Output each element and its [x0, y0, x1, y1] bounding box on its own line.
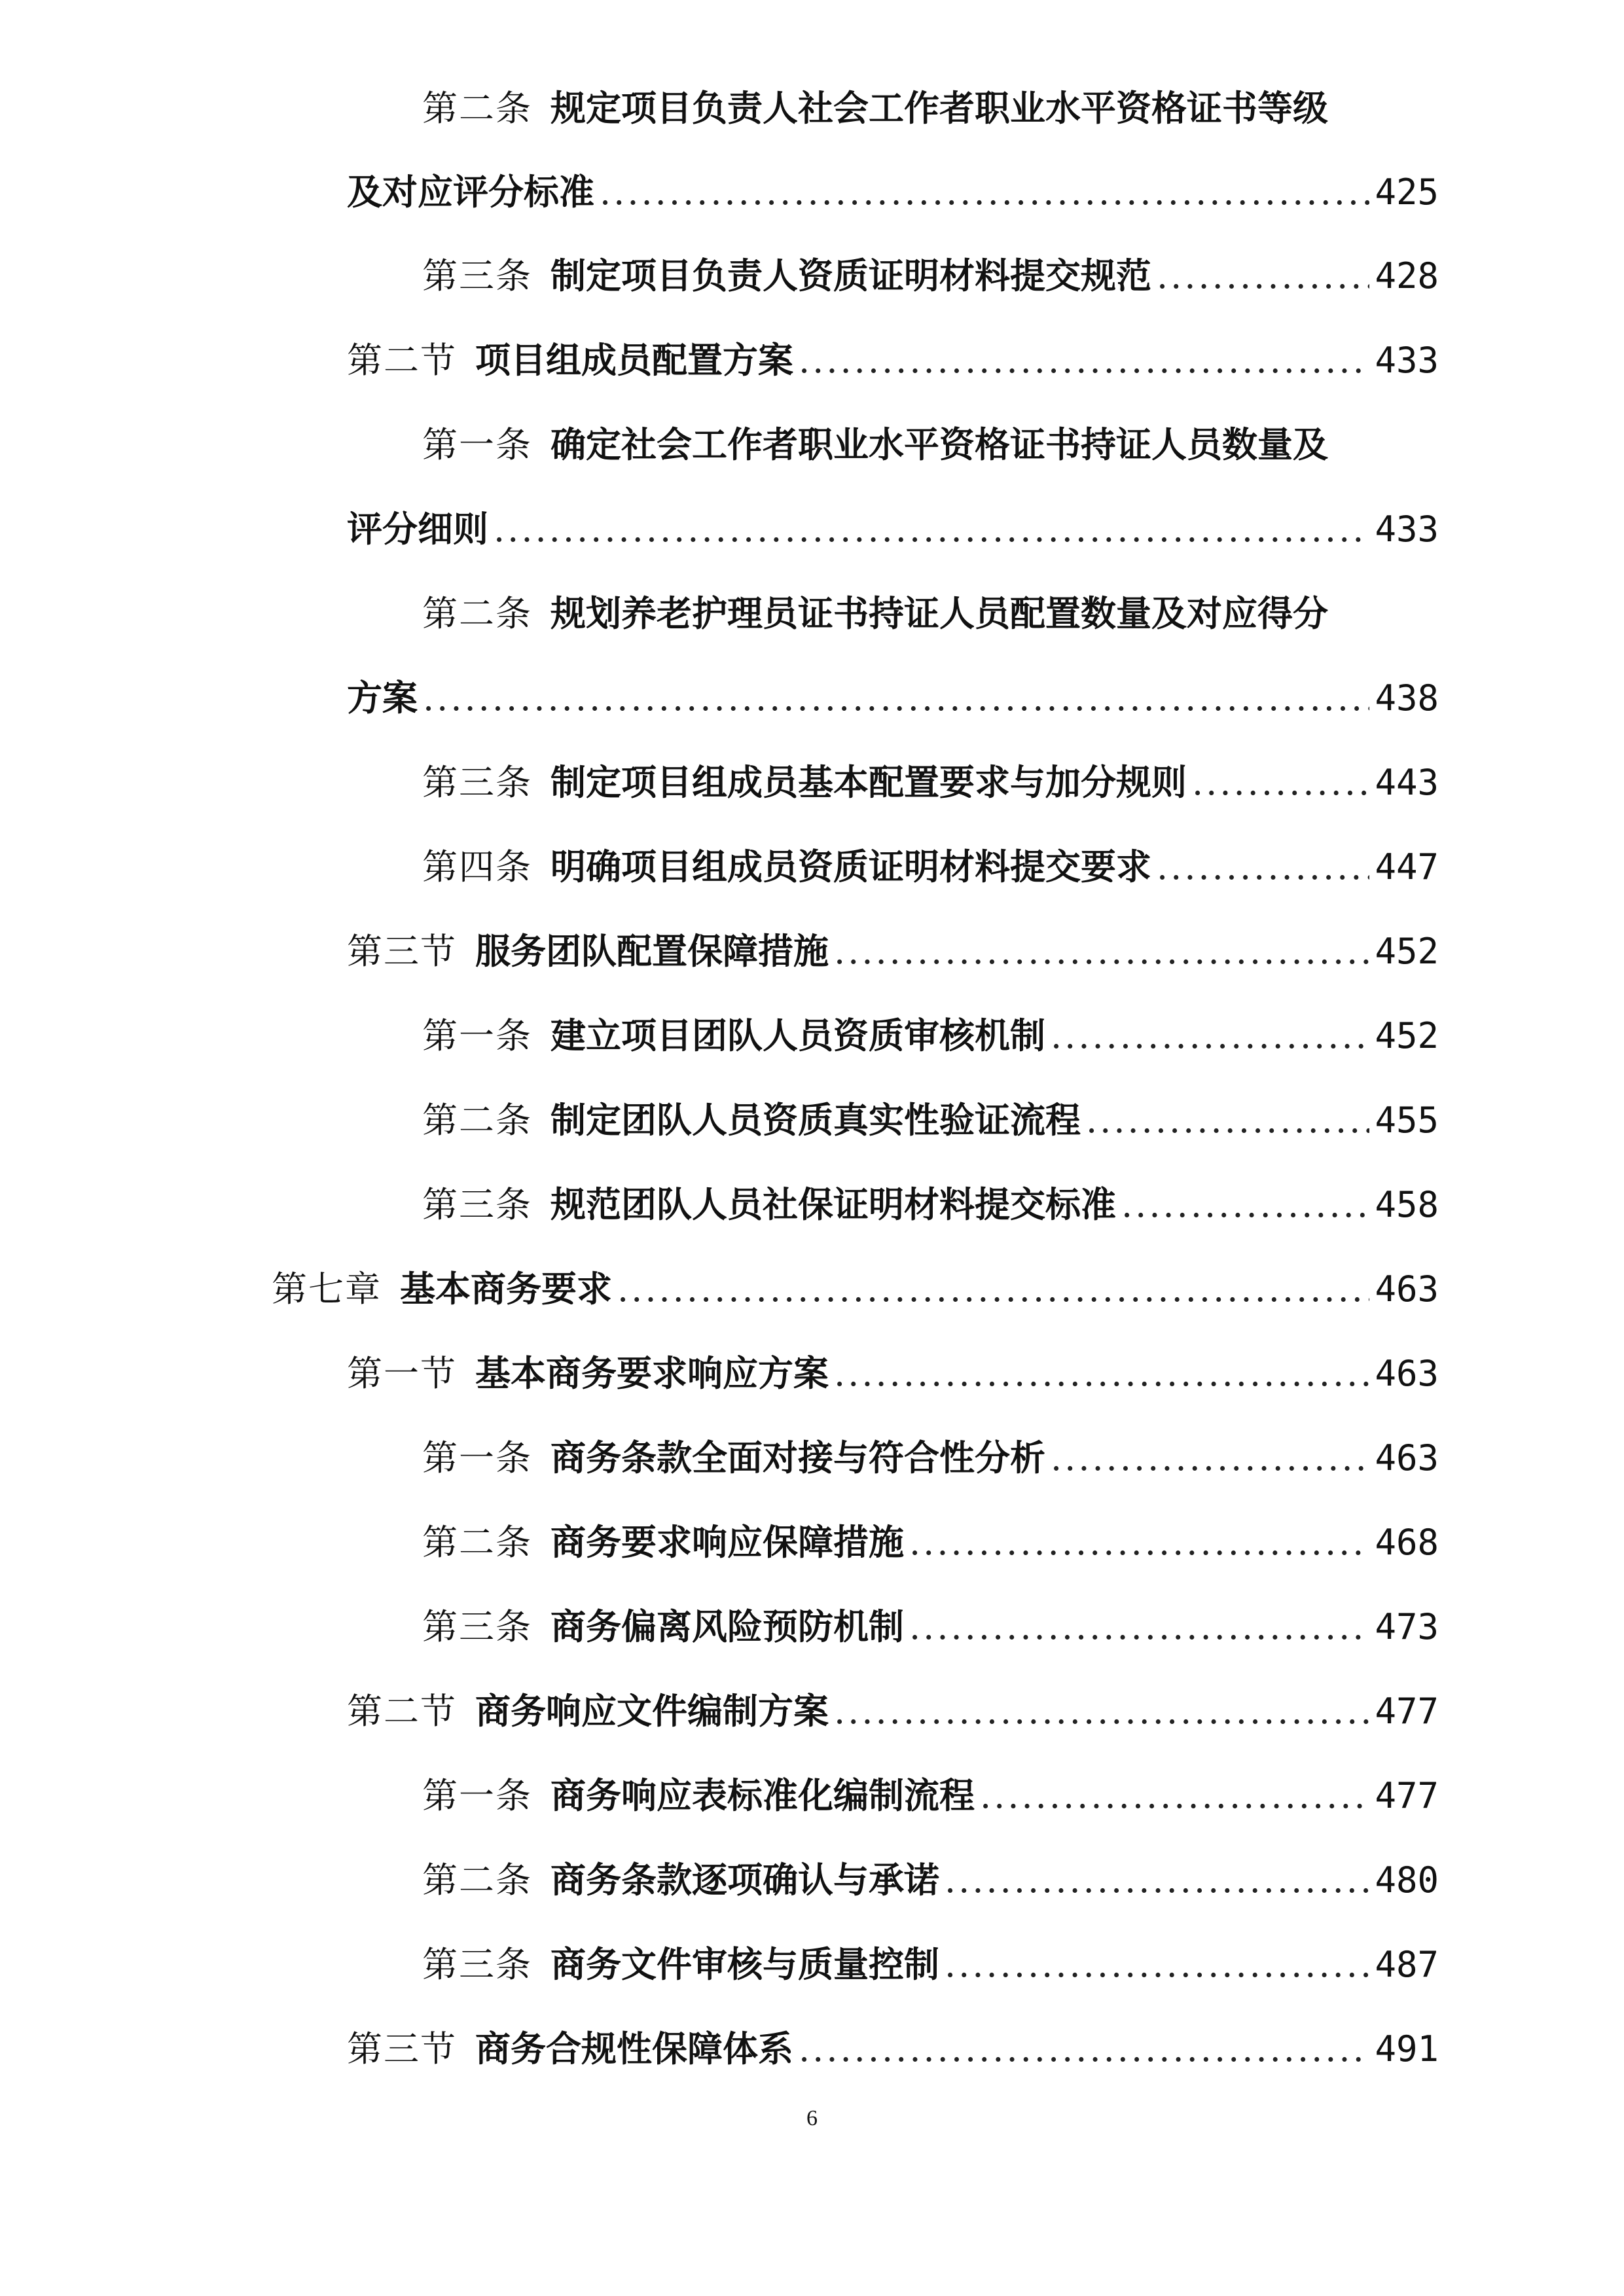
toc-entry-prefix: 第二条 [422, 1522, 532, 1563]
toc-entry-title-line[interactable] [422, 422, 1328, 468]
toc-entry-prefix: 第二条 [422, 593, 532, 634]
toc-entry-title: 确定社会工作者职业水平资格证书持证人员数量及 [550, 423, 1328, 465]
toc-entry-prefix: 第一条 [422, 1015, 532, 1056]
toc-page-number: 468 [1375, 1522, 1439, 1563]
toc-dot-leader [980, 1773, 1369, 1819]
toc-dot-leader [945, 1857, 1369, 1903]
toc-entry-prefix: 第一条 [422, 1775, 532, 1816]
toc-entry-prefix: 第二条 [422, 88, 532, 129]
toc-page-number: 463 [1375, 1437, 1439, 1479]
toc-page-number: 491 [1375, 2028, 1439, 2070]
toc-entry[interactable] [422, 1013, 1439, 1058]
toc-dot-leader [600, 170, 1369, 215]
toc-entry[interactable] [422, 759, 1439, 805]
toc-dot-leader [1051, 1435, 1369, 1481]
toc-entry-prefix: 第三条 [422, 255, 532, 296]
toc-entry-prefix: 第七章 [272, 1268, 382, 1310]
toc-dot-leader [1192, 760, 1369, 806]
toc-entry-title: 规划养老护理员证书持证人员配置数量及对应得分 [550, 592, 1328, 634]
toc-entry-title: 规范团队人员社保证明材料提交标准 [550, 1183, 1116, 1225]
toc-page-number: 463 [1375, 1268, 1439, 1310]
toc-entry-title: 商务条款逐项确认与承诺 [550, 1859, 939, 1901]
toc-page-number: 463 [1375, 1353, 1439, 1394]
toc-entry[interactable] [347, 675, 1439, 721]
toc-entry[interactable] [422, 253, 1439, 298]
toc-entry-title: 制定项目负责人资质证明材料提交规范 [550, 255, 1151, 296]
toc-entry-prefix: 第二条 [422, 1100, 532, 1141]
toc-entry[interactable] [422, 1604, 1439, 1649]
toc-page-number: 477 [1375, 1775, 1439, 1816]
toc-entry-title-continuation: 评分细则 [347, 508, 488, 550]
toc-dot-leader [909, 1520, 1369, 1566]
toc-entry[interactable] [422, 1097, 1439, 1143]
toc-entry-prefix: 第二条 [422, 1859, 532, 1901]
toc-entry[interactable] [347, 2026, 1439, 2072]
toc-page-number: 452 [1375, 1015, 1439, 1056]
toc-entry[interactable] [347, 1688, 1439, 1734]
toc-dot-leader [423, 675, 1369, 721]
toc-dot-leader [909, 1604, 1369, 1650]
toc-entry-prefix: 第三条 [422, 1606, 532, 1647]
toc-entry-prefix: 第二节 [347, 340, 457, 381]
toc-page-number: 473 [1375, 1606, 1439, 1647]
toc-entry-prefix: 第四条 [422, 846, 532, 888]
toc-entry[interactable] [422, 1519, 1439, 1565]
toc-entry[interactable] [347, 928, 1439, 974]
toc-page-number: 428 [1375, 255, 1439, 296]
toc-entry-title-line[interactable] [422, 85, 1328, 132]
page-number-footer: 6 [806, 2106, 818, 2130]
toc-entry-title: 商务偏离风险预防机制 [550, 1605, 904, 1647]
toc-entry-prefix: 第一条 [422, 424, 532, 465]
toc-page-number: 438 [1375, 677, 1439, 719]
toc-dot-leader [834, 1351, 1369, 1397]
toc-entry[interactable] [422, 844, 1439, 889]
toc-dot-leader [1121, 1182, 1369, 1228]
toc-page-number: 443 [1375, 762, 1439, 803]
toc-dot-leader [834, 1689, 1369, 1734]
toc-entry[interactable] [347, 169, 1439, 215]
toc-entry-title: 项目组成员配置方案 [475, 339, 793, 381]
toc-page-number: 480 [1375, 1859, 1439, 1901]
toc-entry[interactable] [347, 506, 1439, 552]
toc-entry-title: 基本商务要求 [400, 1268, 612, 1310]
toc-entry-title: 制定项目组成员基本配置要求与加分规则 [550, 761, 1187, 803]
toc-entry-prefix: 第一节 [347, 1353, 457, 1394]
toc-entry[interactable] [422, 1941, 1439, 1987]
toc-entry-prefix: 第三节 [347, 931, 457, 972]
toc-entry[interactable] [347, 1350, 1439, 1396]
toc-entry[interactable] [347, 337, 1439, 383]
toc-dot-leader [1157, 844, 1369, 890]
toc-entry[interactable] [422, 1857, 1439, 1903]
toc-entry-prefix: 第三条 [422, 1944, 532, 1985]
toc-dot-leader [1051, 1013, 1369, 1059]
toc-entry-title: 商务响应文件编制方案 [475, 1690, 829, 1732]
toc-entry-title: 基本商务要求响应方案 [475, 1352, 829, 1394]
toc-entry-title: 商务要求响应保障措施 [550, 1521, 904, 1563]
toc-entry-title: 明确项目组成员资质证明材料提交要求 [550, 846, 1151, 888]
toc-entry-title-continuation: 及对应评分标准 [347, 171, 594, 213]
toc-entry[interactable] [422, 1772, 1439, 1818]
toc-entry[interactable] [422, 1181, 1439, 1227]
toc-page-number: 433 [1375, 509, 1439, 550]
toc-dot-leader [1086, 1098, 1369, 1143]
toc-dot-leader [799, 2026, 1369, 2072]
toc-entry-title: 制定团队人员资质真实性验证流程 [550, 1099, 1081, 1141]
toc-entry-title: 规定项目负责人社会工作者职业水平资格证书等级 [550, 87, 1328, 129]
toc-dot-leader [494, 507, 1369, 552]
toc-entry[interactable] [422, 1435, 1439, 1480]
toc-entry[interactable] [272, 1266, 1439, 1312]
toc-page-number: 447 [1375, 846, 1439, 888]
toc-dot-leader [1157, 253, 1369, 299]
toc-entry-title: 商务文件审核与质量控制 [550, 1943, 939, 1985]
toc-entry-prefix: 第三条 [422, 762, 532, 803]
toc-dot-leader [834, 929, 1369, 975]
toc-page-number: 455 [1375, 1100, 1439, 1141]
toc-page-number: 433 [1375, 340, 1439, 381]
toc-entry-prefix: 第一条 [422, 1437, 532, 1479]
toc-entry-title: 服务团队配置保障措施 [475, 930, 829, 972]
toc-dot-leader [945, 1942, 1369, 1988]
toc-dot-leader [799, 338, 1369, 384]
toc-page-number: 458 [1375, 1184, 1439, 1225]
toc-entry-prefix: 第三条 [422, 1184, 532, 1225]
toc-page-number: 487 [1375, 1944, 1439, 1985]
toc-page-number: 477 [1375, 1691, 1439, 1732]
toc-entry-title-line[interactable] [422, 590, 1328, 637]
toc-entry-prefix: 第二节 [347, 1691, 457, 1732]
toc-entry-title: 商务条款全面对接与符合性分析 [550, 1437, 1045, 1479]
toc-entry-title: 商务响应表标准化编制流程 [550, 1774, 975, 1816]
toc-page-number: 425 [1375, 171, 1439, 213]
toc-page-number: 452 [1375, 931, 1439, 972]
toc-dot-leader [617, 1266, 1369, 1312]
toc-entry-title: 建立项目团队人员资质审核机制 [550, 1014, 1045, 1056]
toc-entry-title-continuation: 方案 [347, 677, 418, 719]
toc-entry-prefix: 第三节 [347, 2028, 457, 2070]
toc-entry-title: 商务合规性保障体系 [475, 2028, 793, 2070]
